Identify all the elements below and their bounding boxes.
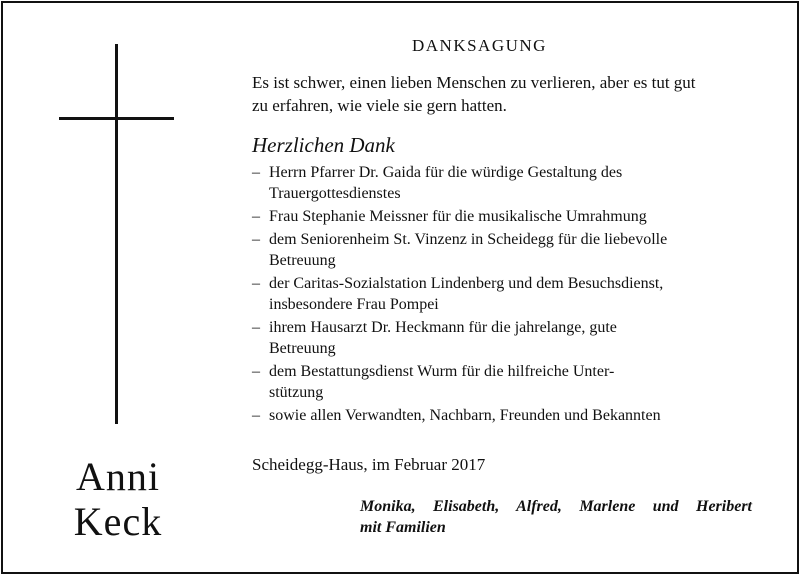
list-item	[252, 405, 772, 426]
thanks-list	[252, 162, 772, 428]
deceased-first-name: Anni	[76, 454, 160, 499]
list-item	[252, 229, 772, 271]
list-item-line: stützung	[269, 384, 324, 401]
dash-bullet: –	[252, 363, 260, 380]
thanks-title: Herzlichen Dank	[252, 133, 395, 157]
dash-bullet: –	[252, 407, 260, 424]
dash-bullet: –	[252, 231, 260, 248]
dash-bullet: –	[252, 275, 260, 292]
list-item	[252, 273, 772, 315]
list-item	[252, 317, 772, 359]
cross-icon-crossbar	[59, 117, 174, 120]
dash-bullet: –	[252, 208, 260, 225]
intro-line: Es ist schwer, einen lieben Menschen zu verlieren, aber es tut gut	[252, 73, 696, 92]
list-item-line: insbesondere Frau Pompei	[269, 296, 439, 313]
intro-text	[252, 71, 762, 117]
deceased-last-name: Keck	[73, 499, 163, 544]
dash-bullet: –	[252, 319, 260, 336]
signature-families: mit Familien	[360, 519, 446, 536]
dash-bullet: –	[252, 164, 260, 181]
list-item-line: ihrem Hausarzt Dr. Heckmann für die jahrelange, gute	[269, 319, 617, 336]
signature	[360, 496, 752, 538]
signature-names: Monika, Elisabeth, Alfred, Marlene und Heribert	[360, 498, 752, 515]
list-item-line: Frau Stephanie Meissner für die musikalische Umrahmung	[269, 208, 647, 225]
list-item-line: Trauergottesdienstes	[269, 185, 401, 202]
list-item-line: der Caritas-Sozialstation Lindenberg und dem Besuchsdienst,	[269, 275, 664, 292]
list-item	[252, 361, 772, 403]
list-item-line: sowie allen Verwandten, Nachbarn, Freunden und Bekannten	[269, 407, 661, 424]
place-date: Scheidegg-Haus, im Februar 2017	[252, 455, 486, 474]
list-item	[252, 206, 772, 227]
list-item-line: dem Bestattungsdienst Wurm für die hilfreiche Unter-	[269, 363, 615, 380]
list-item-line: Herrn Pfarrer Dr. Gaida für die würdige Gestaltung des	[269, 164, 623, 181]
list-item-line: Betreuung	[269, 340, 336, 357]
notice-heading: DANKSAGUNG	[412, 36, 547, 55]
cross-icon	[115, 44, 118, 424]
list-item	[252, 162, 772, 204]
intro-line: zu erfahren, wie viele sie gern hatten.	[252, 96, 507, 115]
list-item-line: dem Seniorenheim St. Vinzenz in Scheidegg für die liebevolle	[269, 231, 668, 248]
list-item-line: Betreuung	[269, 252, 336, 269]
